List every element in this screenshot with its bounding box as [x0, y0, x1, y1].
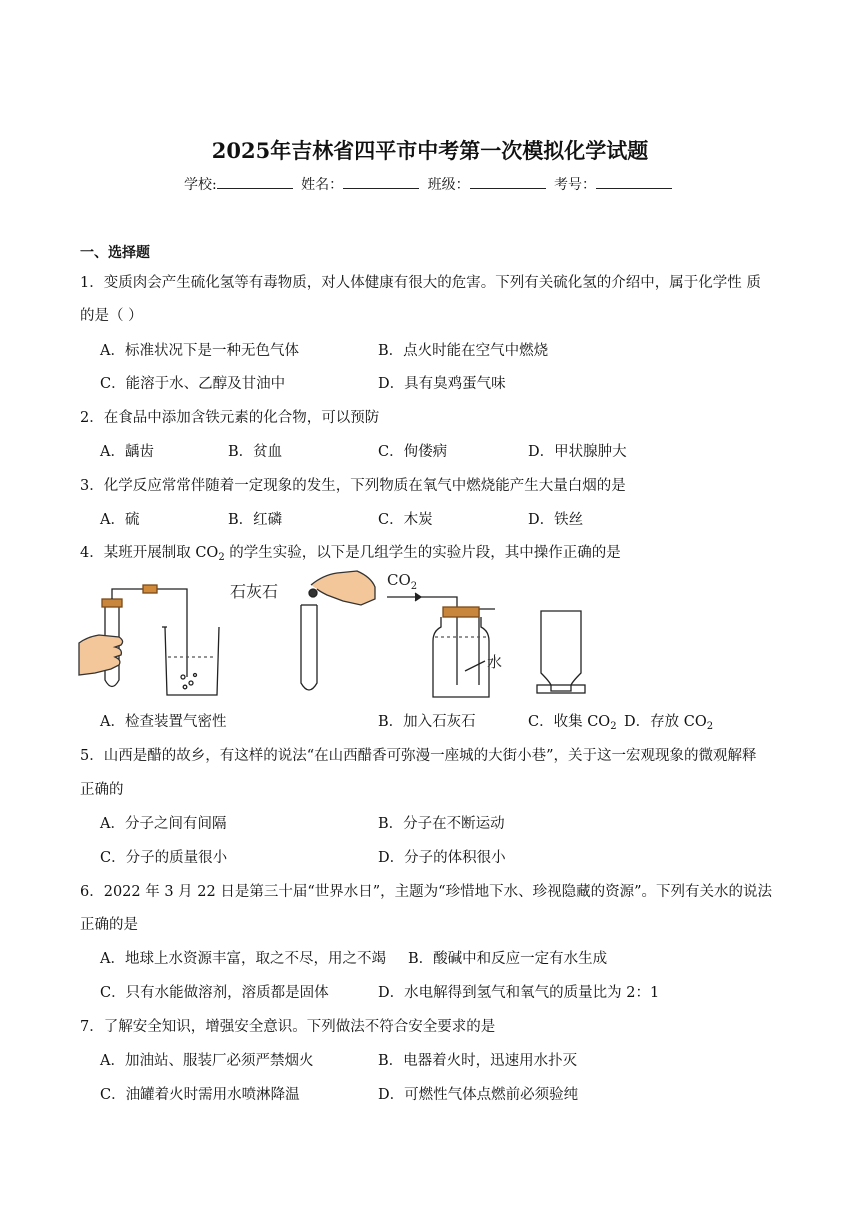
school-label: 学校: — [183, 177, 217, 193]
q1-option-b[interactable]: B．点火时能在空气中燃烧 — [378, 343, 549, 359]
q3-option-c[interactable]: C．木炭 — [378, 512, 433, 528]
q4-option-b[interactable]: B．加入石灰石 — [378, 714, 476, 730]
q4-option-a[interactable]: A．检查装置气密性 — [100, 714, 227, 730]
figure-d-store — [537, 611, 585, 693]
question-1-stem: 1．变质肉会产生硫化氢等有毒物质，对人体健康有很大的危害。下列有关硫化氢的介绍中，属于化学性 质 — [80, 275, 761, 291]
page-title: 2025年吉林省四平市中考第一次模拟化学试题 — [211, 138, 649, 163]
question-6-stem: 6．2022 年 3 月 22 日是第三十届“世界水日”，主题为“珍惜地下水、珍视隐藏的资源”。下列有关水的说法 — [80, 884, 772, 900]
question-7-stem: 7．了解安全知识，增强安全意识。下列做法不符合安全要求的是 — [80, 1019, 496, 1035]
q3-option-a[interactable]: A．硫 — [100, 512, 140, 528]
question-4-stem: 4．某班开展制取 $CO_2$ 的学生实验，以下是几组学生的实验片段，其中操作正确的是 — [80, 545, 621, 563]
water-label: 水 — [487, 653, 503, 671]
q7-option-a[interactable]: A．加油站、服装厂必须严禁烟火 — [100, 1053, 314, 1069]
q3-option-d[interactable]: D．铁丝 — [528, 512, 584, 528]
q2-option-d[interactable]: D．甲状腺肿大 — [528, 444, 627, 460]
class-blank[interactable] — [470, 176, 546, 189]
school-blank[interactable] — [217, 176, 293, 189]
exam-no-blank[interactable] — [596, 176, 672, 189]
q6-option-b[interactable]: B．酸碱中和反应一定有水生成 — [408, 951, 608, 967]
q4-option-c[interactable]: C．收集 $CO_2$ — [528, 714, 617, 732]
question-6-stem-cont: 正确的是 — [80, 917, 138, 933]
q5-option-b[interactable]: B．分子在不断运动 — [378, 816, 505, 832]
q1-option-c[interactable]: C．能溶于水、乙醇及甘油中 — [100, 376, 286, 392]
q7-option-d[interactable]: D．可燃性气体点燃前必须验纯 — [378, 1087, 579, 1103]
q3-option-b[interactable]: B．红磷 — [228, 512, 283, 528]
q6-option-a[interactable]: A．地球上水资源丰富，取之不尽，用之不竭 — [100, 951, 386, 967]
q5-option-a[interactable]: A．分子之间有间隔 — [100, 816, 227, 832]
svg-text:CO2: $CO_2$ — [387, 571, 418, 592]
q7-option-c[interactable]: C．油罐着火时需用水喷淋降温 — [100, 1087, 300, 1103]
q2-option-c[interactable]: C．佝偻病 — [378, 444, 448, 460]
question-3-stem: 3．化学反应常常伴随着一定现象的发生，下列物质在氧气中燃烧能产生大量白烟的是 — [80, 478, 626, 494]
figure-c-collect — [387, 571, 502, 697]
q2-option-b[interactable]: B．贫血 — [228, 444, 283, 460]
section-heading: 一、选择题 — [80, 245, 150, 261]
q6-option-d[interactable]: D．水电解得到氢气和氧气的质量比为 2：1 — [378, 985, 660, 1001]
question-1-stem-cont: 的是（ ） — [80, 308, 143, 324]
name-blank[interactable] — [343, 176, 419, 189]
q2-option-a[interactable]: A．龋齿 — [100, 444, 154, 460]
question-5-stem-cont: 正确的 — [80, 782, 124, 798]
q6-option-c[interactable]: C．只有水能做溶剂，溶质都是固体 — [100, 985, 329, 1001]
q4-option-d[interactable]: D．存放 $CO_2$ — [624, 714, 714, 732]
limestone-label: 石灰石 — [230, 582, 279, 601]
figure-a-airtightness — [79, 585, 219, 695]
question-2-stem: 2．在食品中添加含铁元素的化合物，可以预防 — [80, 410, 380, 426]
figure-b-limestone — [230, 571, 375, 690]
class-label: 班级： — [427, 177, 470, 193]
name-label: 姓名： — [301, 177, 344, 193]
question-5-stem: 5．山西是醋的故乡，有这样的说法“在山西醋香可弥漫一座城的大街小巷”，关于这一宏观现象的微观解释 — [80, 748, 757, 764]
q1-option-a[interactable]: A．标准状况下是一种无色气体 — [100, 343, 299, 359]
q7-option-b[interactable]: B．电器着火时，迅速用水扑灭 — [378, 1053, 578, 1069]
experiment-figures — [75, 565, 775, 703]
q5-option-c[interactable]: C．分子的质量很小 — [100, 850, 228, 866]
exam-no-label: 考号： — [554, 177, 597, 193]
q5-option-d[interactable]: D．分子的体积很小 — [378, 850, 506, 866]
student-info-line — [0, 174, 860, 194]
q1-option-d[interactable]: D．具有臭鸡蛋气味 — [378, 376, 506, 392]
